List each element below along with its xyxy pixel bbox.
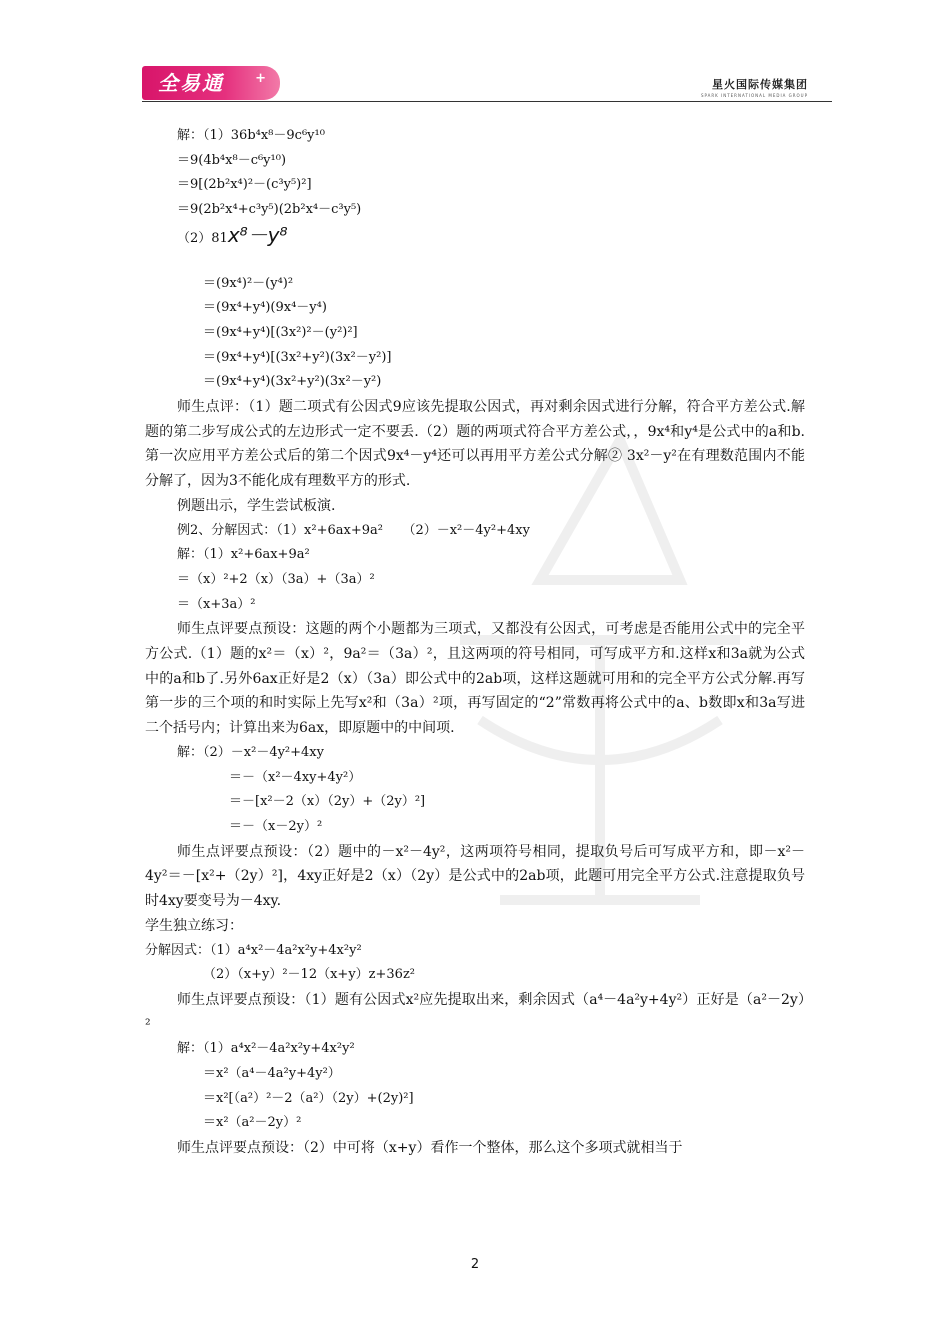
solution-2-step: ＝(9x⁴+y⁴)(9x⁴－y⁴) bbox=[203, 300, 327, 316]
practice-solution-line: 解：（1）a⁴x²－4a²x²y+4x²y² bbox=[177, 1041, 355, 1057]
practice-solution-step: ＝x²（a⁴－4a²y+4y²） bbox=[203, 1066, 341, 1082]
quanyitong-logo bbox=[142, 66, 280, 100]
document-body bbox=[145, 124, 805, 1161]
commentary-paragraph: 师生点评要点预设：这题的两个小题都为三项式，又都没有公因式，可考虑是否能用公式中的完全平方公式.（1）题的x²＝（x）²，9a²＝（3a）²，且这两项的符号相同，可写成平方和.这样x和3a就为公式中的a和b了.另外6ax正好是2（x）（3a）即公式中的2ab项，这样这题就可用和的完全平方公式分解.再写第一步的三个项的和时实际上先写x²和（3a）²项，再写固定的“2”常数再将公式中的a、b数即x和3a写进二个括号内；计算出来为6ax，即原题中的中间项. bbox=[145, 621, 805, 737]
example-2-prompt: 例2、分解因式：（1）x²+6ax+9a² （2）－x²－4y²+4xy bbox=[177, 522, 530, 538]
solution-1-step: ＝9[(2b²x⁴)²－(c³y⁵)²] bbox=[177, 177, 312, 193]
solution-2-line bbox=[145, 223, 805, 252]
example-2-part2-step: ＝－（x²－4xy+4y²） bbox=[229, 769, 362, 785]
solution-1-step: ＝9(4b⁴x⁸－c⁶y¹⁰) bbox=[177, 152, 287, 168]
example-intro: 例题出示，学生尝试板演. bbox=[177, 497, 336, 514]
solution-2-expression: x⁸－y⁸ bbox=[227, 222, 288, 247]
header-divider bbox=[142, 101, 832, 102]
solution-2-prefix: （2）81 bbox=[177, 230, 228, 246]
brand-name-en: SPARK INTERNATIONAL MEDIA GROUP bbox=[700, 93, 808, 98]
example-2-solution-step: ＝（x）²+2（x）（3a）+（3a）² bbox=[177, 571, 375, 587]
example-2-part2-step: ＝－（x－2y）² bbox=[229, 818, 323, 834]
example-2-part2-line: 解：（2）－x²－4y²+4xy bbox=[177, 744, 324, 760]
commentary-paragraph: 师生点评要点预设：（2）题中的－x²－4y²，这两项符号相同，提取负号后可写成平方和，即－x²－4y²＝－[x²+（2y）²]，4xy正好是2（x）（2y）是公式中的2ab项，此题可用完全平方公式.注意提取负号时4xy要变号为－4xy. bbox=[145, 843, 805, 910]
commentary-paragraph: 师生点评：（1）题二项式有公因式9应该先提取公因式，再对剩余因式进行分解，符合平方差公式.解题的第二步写成公式的左边形式一定不要丢.（2）题的两项式符合平方差公式，，9x⁴和y⁴是公式中的a和b.第一次应用平方差公式后的第二个因式9x⁴－y⁴还可以再用平方差公式分解② 3x²－y²在有理数范围内不能分解了，因为3不能化成有理数平方的形式. bbox=[145, 399, 805, 490]
practice-prompt-2: （2）（x+y）²－12（x+y）z+36z² bbox=[203, 967, 416, 983]
commentary-paragraph: 师生点评要点预设：（2）中可将（x+y）看作一个整体，那么这个多项式就相当于 bbox=[177, 1140, 683, 1157]
solution-1-step: ＝9(2b²x⁴+c³y⁵)(2b²x⁴－c³y⁵) bbox=[177, 202, 362, 218]
solution-2-step: ＝(9x⁴+y⁴)(3x²+y²)(3x²－y²) bbox=[203, 374, 382, 390]
spacer bbox=[145, 252, 805, 272]
brand-name-cn: 星火国际传媒集团 bbox=[712, 78, 808, 91]
publisher-brand bbox=[701, 76, 808, 98]
solution-2-step: ＝(9x⁴+y⁴)[(3x²+y²)(3x²－y²)] bbox=[203, 349, 392, 365]
practice-prompt: 分解因式：（1）a⁴x²－4a²x²y+4x²y² bbox=[145, 942, 362, 958]
solution-2-step: ＝(9x⁴+y⁴)[(3x²)²－(y²)²] bbox=[203, 324, 358, 340]
logo-text: 全易通 bbox=[158, 71, 224, 95]
example-2-solution-line: 解：（1）x²+6ax+9a² bbox=[177, 547, 310, 563]
solution-2-step: ＝(9x⁴)²－(y⁴)² bbox=[203, 275, 294, 291]
practice-solution-step: ＝x²[（a²）²－2（a²）（2y）+(2y)²] bbox=[203, 1090, 414, 1106]
logo-star-icon: + bbox=[255, 71, 268, 86]
practice-heading: 学生独立练习： bbox=[145, 917, 243, 934]
practice-solution-step: ＝x²（a²－2y）² bbox=[203, 1115, 302, 1131]
commentary-paragraph: 师生点评要点预设：（1）题有公因式x²应先提取出来，剩余因式（a⁴－4a²y+4y²）正好是（a²－2y）² bbox=[145, 991, 805, 1033]
page-number: 2 bbox=[470, 1257, 480, 1272]
example-2-solution-step: ＝（x+3a）² bbox=[177, 596, 256, 612]
solution-1-line: 解：（1）36b⁴x⁸－9c⁶y¹⁰ bbox=[177, 128, 325, 143]
example-2-part2-step: ＝－[x²－2（x）（2y）+（2y）²] bbox=[229, 794, 426, 810]
